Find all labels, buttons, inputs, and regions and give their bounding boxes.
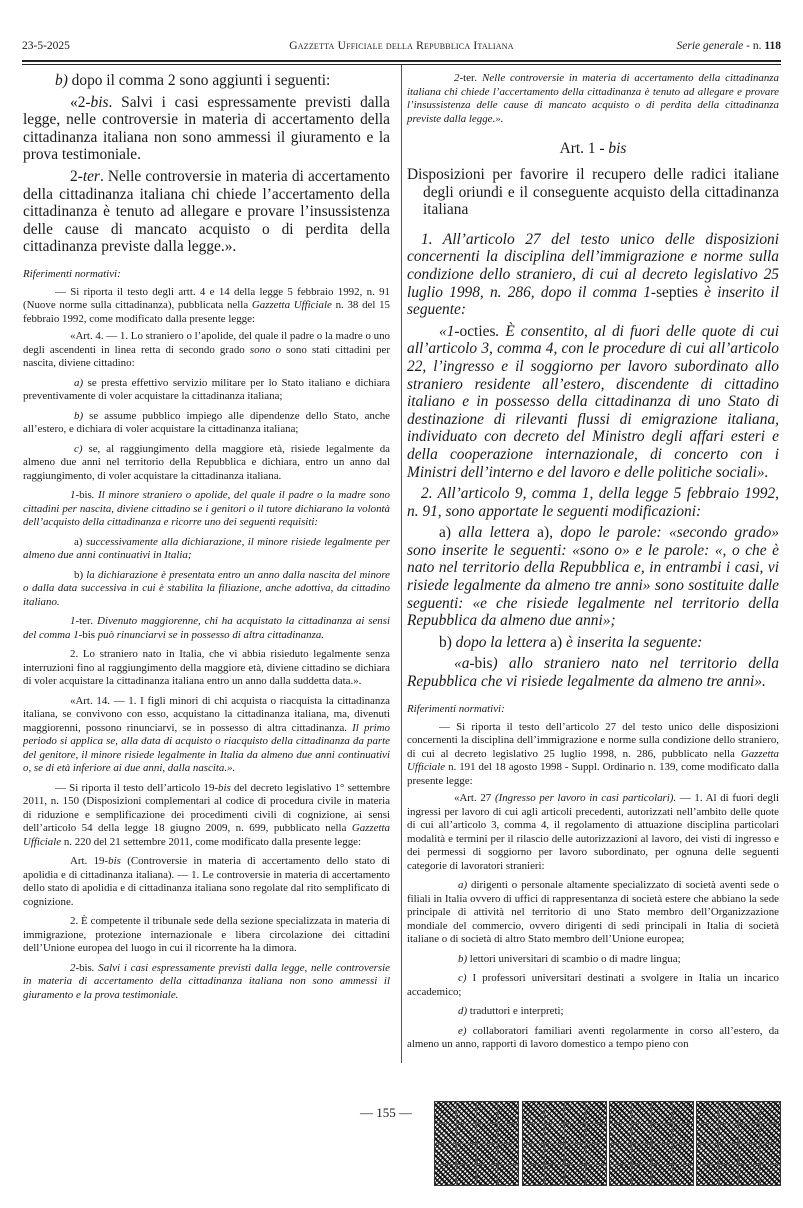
gazette-name: Gazzetta Ufficiale [407, 747, 779, 774]
art-4-b [23, 410, 390, 437]
datamatrix-code-icon [696, 1101, 781, 1186]
paragraph-text: . Salvi i casi espressamente previsti dalla legge, nelle controversie in materia di accertamento della cittadinanza italiana non sono ammessi il giuramento e la prova testimoniale. [23, 93, 390, 164]
bis: bis [90, 93, 109, 111]
num: 2- [70, 167, 83, 185]
num: 2- [70, 961, 80, 974]
t: n. 191 del 18 agosto 1998 - Suppl. Ordinario n. 139, come modificato dalla presente legge: [407, 761, 779, 787]
t: . Nelle controversie in materia di accertamento della cittadinanza italiana chi chiede l’accertamento della cittadinanza è tenuto ad allegare e provare l’insussistenza delle cause di mancato acquisto o di perdita della cittadinanza previste dalla legge.». [407, 72, 779, 125]
t: dirigenti o personale altamente specializzato di società aventi sede o filiali in Italia ovvero di uffici di rappresentanza di società estere che abbiano la sede principale di attività nel territorio di uno Stato membro dell’Organizzazione mondiale del commercio, ovvero dirigenti di sedi principali in Italia di società italiane o di società di altro Stato membro dell’Unione europea; [407, 879, 779, 946]
t: . Il minore straniero o apolide, del quale il padre o la madre sono cittadini per nascita, diviene cittadino se i genitori o il tutore dichiarano la volontà dell’acquisto della cittadinanza e ricorre uno dei seguenti requisiti: [23, 489, 390, 529]
ter: ter [463, 72, 475, 84]
article-title: Disposizioni per favorire il recupero delle radici italiane degli oriundi e il conseguente acquisto della cittadinanza italiana [407, 166, 779, 219]
t: se, al raggiungimento della maggiore età, risiede legalmente da almeno due anni nel territorio della Repubblica e dichiara, entro un anno dal raggiungimento, di voler acquistare la cittadinanza italiana. [23, 442, 390, 482]
art-1bis-comma-2: 2. All’articolo 9, comma 1, della legge 5 febbraio 1992, n. 91, sono apportate le seguenti modificazioni: [407, 485, 779, 520]
bis: bis [108, 855, 121, 868]
art-27-b [407, 953, 779, 967]
item-label: a) [74, 376, 84, 389]
gazette-name: Gazzetta Ufficiale [251, 299, 332, 312]
art-27-c [407, 972, 779, 999]
datamatrix-code-icon [434, 1101, 519, 1186]
art-19bis-2ter [407, 72, 779, 126]
t: è inserito il seguente: [407, 283, 779, 319]
num: «1- [439, 322, 460, 340]
num: 2- [454, 72, 464, 84]
header-rule-thick [22, 60, 781, 62]
t: sono stati cittadini per nascita, diviene cittadino: [23, 343, 390, 370]
art-4-1bis-b [23, 569, 390, 610]
t: n. 220 del 21 settembre 2011, come modificato dalla presente legge: [61, 835, 362, 848]
t: (Controversie in materia di accertamento dello stato di apolidia e di cittadinanza italiana). — 1. Le controversie in materia di accertamento dello stato di apolidia e di cittadinanza italiana sono regolate dal rito semplificato di cognizione. [23, 855, 391, 908]
page-header [22, 40, 781, 56]
t: «Art. 27 [454, 792, 495, 805]
ref-note-law-91 [23, 286, 390, 327]
t: n. 38 del 15 febbraio 1992, come modificato dalla presente legge: [23, 299, 390, 325]
series-number: 118 [764, 40, 781, 52]
item-label: c) [74, 442, 83, 455]
left-column [23, 72, 390, 1002]
datamatrix-code-icon [522, 1101, 607, 1186]
ter: ter [79, 615, 91, 628]
letter-a-bis [407, 655, 779, 690]
item-label: a) [74, 535, 83, 548]
t: collaboratori familiari aventi regolarmente in corso all’estero, da almeno un anno, rapporti di lavoro domestico a tempo pieno con [407, 1024, 779, 1051]
t: può rinunciarvi se in possesso di altra cittadinanza. [95, 628, 325, 641]
t: la dichiarazione è presentata entro un anno dalla nascita del minore o dalla data successiva in cui è stabilita la filiazione, anche adottiva, da cittadino italiano. [23, 568, 390, 608]
t: del decreto legislativo 1° settembre 2011, n. 150 (Disposizioni complementari al codice di procedura civile in materia di riduzione e semplificazione dei procedimenti civili di cognizione, ai sensi dell’articolo 54 della legge 18 giugno 2009, n. 699, pubblicato nella [23, 781, 390, 835]
item-label: b) [439, 633, 452, 651]
item-label: a) [439, 524, 451, 542]
references-label: Riferimenti normativi: [23, 267, 121, 280]
item-label: a) [458, 879, 468, 892]
num: «a- [454, 655, 475, 673]
t: traduttori e interpreti; [467, 1005, 564, 1018]
page-number: — 155 — [360, 1105, 412, 1120]
art-4-text [23, 330, 390, 371]
t: se presta effettivo servizio militare per lo Stato italiano e dichiara preventivamente di voler acquistare la cittadinanza italiana; [23, 376, 390, 403]
art-27-d [407, 1005, 779, 1019]
bis: bis [79, 489, 92, 502]
art-4-1bis-a [23, 536, 390, 563]
item-label: b) [458, 952, 468, 965]
art-27-text [407, 792, 779, 873]
publication-date: 23-5-2025 [22, 40, 70, 52]
art-27-a [407, 879, 779, 947]
art-4-a [23, 377, 390, 404]
item-label: b) [74, 409, 84, 422]
t: , dopo le parole: «secondo grado» sono inserite le seguenti: «sono o» e le parole: «, o che è nato nel territorio della Repubblica e, in entrambi i casi, vi risiede legalmente da almeno tre anni» sono sostituite dalle seguenti: «e che risiede legalmente nel territorio della Repubblica da almeno due anni»; [407, 524, 779, 630]
art-1bis-comma-1 [407, 231, 779, 319]
bis: bis [79, 961, 92, 974]
t: successivamente alla dichiarazione, il minore risiede legalmente per almeno due anni continuativi in Italia; [23, 535, 390, 562]
ref-note-dlgs-286 [407, 721, 779, 789]
octies: octies [459, 322, 496, 340]
comma-1-octies [407, 323, 779, 481]
t: — 1. Al di fuori degli ingressi per lavoro di cui agli articoli precedenti, autorizzati nell’ambito delle quote di cui all’articolo 3, comma 4, il regolamento di attuazione disciplina particolari modalità e termini per il rilascio delle autorizzazioni al lavoro, dei visti di ingresso e dei permessi di soggiorno per lavoro subordinato, per ognuna delle seguenti categorie di lavoratori stranieri: [407, 792, 779, 872]
modification-a [407, 524, 779, 630]
references-label: Riferimenti normativi: [407, 702, 505, 715]
art-4-c [23, 443, 390, 484]
art-14-text [23, 695, 390, 776]
column-divider [401, 65, 402, 1063]
art-4-1bis [23, 489, 390, 530]
paragraph-b [23, 72, 390, 90]
t: è inserita la seguente: [562, 633, 703, 651]
t: lettori universitari di scambio o di madre lingua; [467, 952, 681, 965]
paragraph-2ter [23, 168, 390, 256]
bis: bis [218, 781, 231, 794]
bis: bis [474, 655, 493, 673]
t: dopo la lettera [451, 633, 551, 651]
art-19bis-2: 2. È competente il tribunale sede della sezione specializzata in materia di immigrazione, protezione internazionale e libera circolazione dei cittadini dell’Unione europea del luogo in cui il ricorrente ha la dimora. [23, 915, 390, 955]
t-italic: sono o [249, 343, 282, 356]
letter-ref: a) [537, 524, 550, 542]
item-label: b) [74, 568, 84, 581]
item-label: b) [55, 72, 68, 89]
bis: bis [608, 140, 627, 157]
t: — Si riporta il testo degli artt. 4 e 14 della legge 5 febbraio 1992, n. 91 (Nuove norme sulla cittadinanza), pubblicata nella [23, 285, 390, 312]
t: I professori universitari destinati a svolgere in Italia un incarico accademico; [407, 972, 779, 998]
paragraph-text: . Nelle controversie in materia di accertamento della cittadinanza italiana chi chiede l’accertamento della cittadinanza è tenuto ad allegare e provare l’insussistenza delle cause di mancato acquisto o di perdita della cittadinanza previste dalla legge.». [23, 167, 390, 256]
article-rubric: (Ingresso per lavoro in casi particolari). [494, 792, 677, 805]
t: — Si riporta il testo dell’articolo 27 del testo unico delle disposizioni concernenti la disciplina dell’immigrazione e norme sulla condizione dello straniero, di cui al decreto legislativo 25 luglio 1998, n. 286, pubblicato nella [407, 720, 779, 760]
gazette-title: Gazzetta Ufficiale della Repubblica Italiana [289, 40, 514, 52]
t: . È consentito, al di fuori delle quote di cui all’articolo 3, comma 4, con le procedure di cui all’articolo 22, l’ingresso e il soggiorno per lavoro subordinato allo straniero residente all’estero, discendente di cittadino italiano e in possesso della cittadinanza di uno Stato di destinazione di rilevanti flussi di emigrazione italiana, individuato con decreto del Ministro degli affari esteri e della cooperazione internazionale, di concerto con i Ministri dell’interno e del lavoro e delle politiche sociali». [407, 322, 779, 481]
art-19bis-1 [23, 855, 390, 909]
modification-b [407, 634, 779, 652]
t: «Art. 4. — 1. Lo straniero o l’apolide, del quale il padre o la madre o uno degli ascendenti in linea retta di secondo grado [23, 330, 390, 356]
t: se assume pubblico impiego alle dipendenze dello Stato, anche all’estero, e dichiara di voler acquistare la cittadinanza italiana; [23, 409, 390, 436]
t: — Si riporta il testo dell’articolo 19- [55, 781, 219, 794]
t: alla lettera [450, 524, 538, 542]
gazette-name: Gazzetta Ufficiale [23, 822, 390, 848]
item-label: c) [458, 972, 467, 985]
bis: bis [82, 628, 95, 641]
num: 1- [70, 615, 80, 628]
art-27-e [407, 1025, 779, 1052]
num: 1- [70, 489, 80, 502]
ref-note-dlgs-150 [23, 782, 390, 850]
t: Art. 19- [70, 855, 109, 868]
septies: septies [656, 283, 698, 301]
series-info [677, 40, 781, 52]
art-4-2: 2. Lo straniero nato in Italia, che vi abbia risieduto legalmente senza interruzioni fino al raggiungimento della maggiore età, diviene cittadino se dichiara di voler acquistare la cittadinanza italiana entro un anno dalla suddetta data.». [23, 648, 390, 688]
right-column [407, 72, 779, 1052]
series-sep: - n. [743, 40, 765, 52]
paragraph-text: dopo il comma 2 sono aggiunti i seguenti: [67, 72, 331, 89]
num: «2- [70, 93, 91, 111]
article-heading [407, 140, 779, 158]
t: . Salvi i casi espressamente previsti dalla legge, nelle controversie in materia di accertamento della cittadinanza italiana non sono ammessi il giuramento e la prova testimoniale. [23, 961, 390, 1001]
t: Art. 1 - [559, 140, 609, 157]
t-italic: Il primo periodo si applica se, alla data di acquisto o riacquisto della cittadinanza da parte del genitore, il minore risiede legalmente in Italia da almeno due anni continuativi o, se di età inferiore ai due anni, dalla nascita.». [23, 721, 390, 775]
item-label: d) [458, 1005, 468, 1018]
t: ) allo straniero nato nel territorio della Repubblica che vi risiede legalmente da almeno tre anni». [407, 655, 779, 691]
art-19bis-2bis [23, 962, 390, 1003]
art-4-1ter [23, 615, 390, 642]
t: . Divenuto maggiorenne, chi ha acquistato la cittadinanza ai sensi del comma 1- [23, 615, 390, 641]
series-label: Serie generale [676, 40, 744, 52]
datamatrix-code-icon [609, 1101, 694, 1186]
t: 1. All’articolo 27 del testo unico delle disposizioni concernenti la disciplina dell’immigrazione e norme sulla condizione dello straniero, di cui al decreto legislativo 25 luglio 1998, n. 286, dopo il comma 1- [407, 230, 779, 301]
paragraph-2bis [23, 94, 390, 164]
item-label: e) [458, 1024, 467, 1037]
t: «Art. 14. — 1. I figli minori di chi acquista o riacquista la cittadinanza italiana, se convivono con esso, acquistano la cittadinanza italiana, ma, divenuti maggiorenni, possono rinunciarvi, se in possesso di altra cittadinanza. [23, 694, 390, 734]
letter-ref: a) [550, 633, 563, 651]
ter: ter [82, 167, 100, 185]
